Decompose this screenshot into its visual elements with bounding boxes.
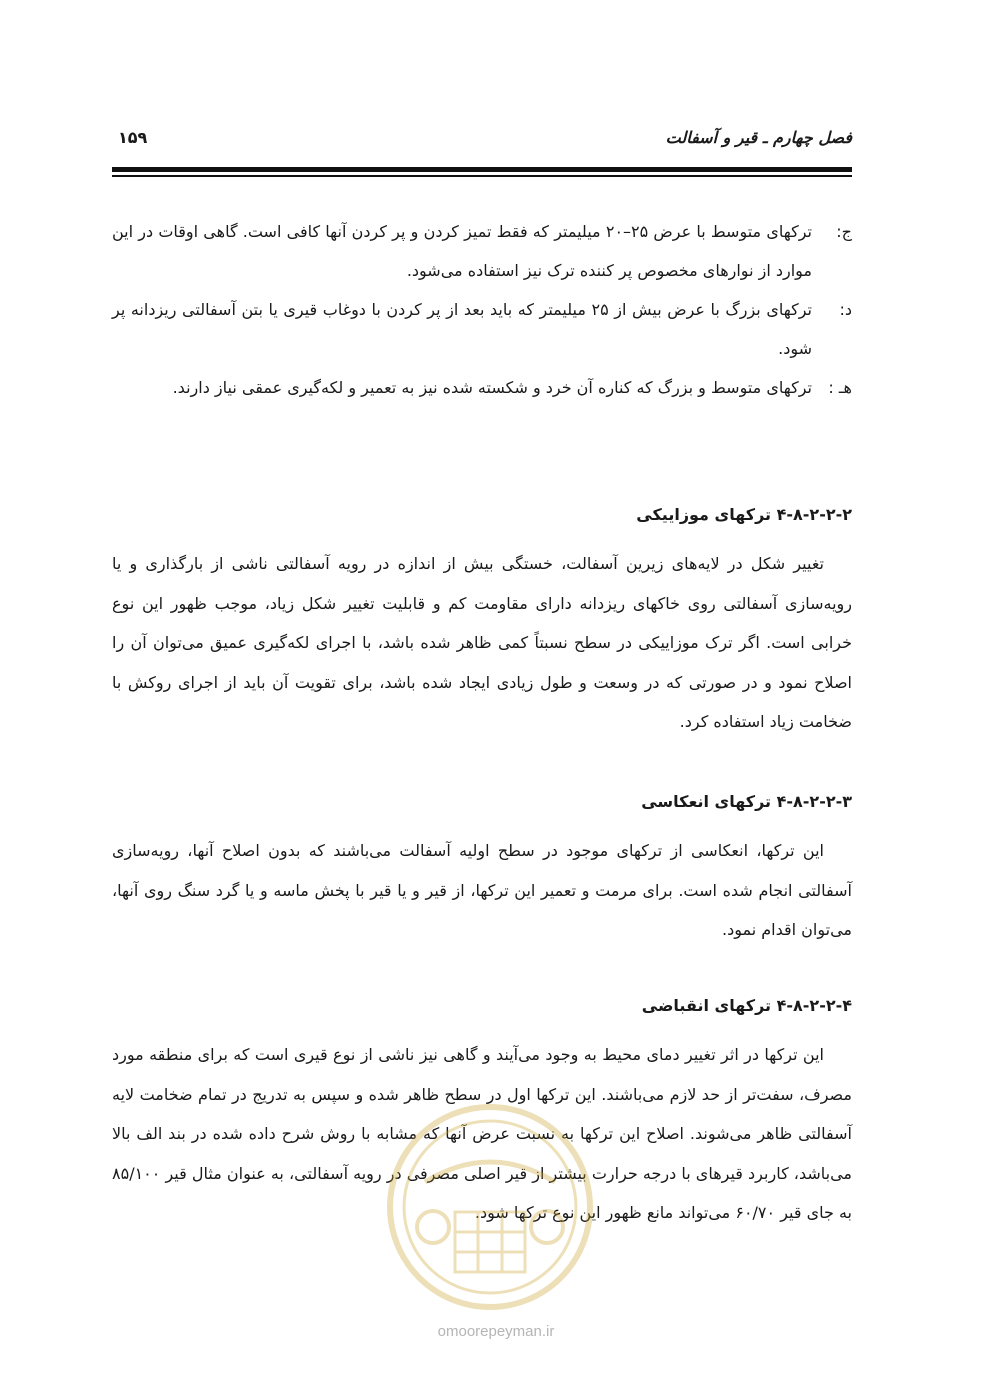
list-item	[112, 368, 852, 407]
list-item-text: ترکهای بزرگ با عرض بیش از ۲۵ میلیمتر که باید بعد از پر کردن با دوغاب قیری یا بتن آسفالتی ریزدانه پر شود.	[112, 300, 812, 358]
section-heading-shrinkage-cracks: ۴-۸-۲-۲-۴ ترکهای انقباضی	[641, 996, 852, 1015]
section-body-mosaic-cracks: تغییر شکل در لایه‌های زیرین آسفالت، خستگی بیش از اندازه در رویه آسفالتی ناشی از بارگذاری و یا رویه‌سازی آسفالتی روی خاکهای ریزدانه دارای مقاومت کم و قابلیت تغییر شکل زیاد، موجب ظهور این نوع خرابی است. اگر ترک موزاییکی در سطح نسبتاً کمی ظاهر شده باشد، با اجرای لکه‌گیری عمیق می‌توان آن را اصلاح نمود و در صورتی که در وسعت و طول زیادی ایجاد شده باشد، برای تقویت آن باید از اجرای روکش با ضخامت زیاد استفاده کرد.	[112, 554, 852, 732]
section-heading-mosaic-cracks: ۴-۸-۲-۲-۲ ترکهای موزاییکی	[636, 505, 852, 524]
header-rule-thick	[112, 167, 852, 172]
page-number: ۱۵۹	[118, 128, 148, 147]
chapter-title: فصل چهارم ـ قیر و آسفالت	[665, 128, 852, 147]
section-body-reflective-cracks: این ترکها، انعکاسی از ترکهای موجود در سطح اولیه آسفالت می‌باشند که بدون اصلاح آنها، رویه‌سازی آسفالتی انجام شده است. برای مرمت و تعمیر این ترکها، از قیر و یا قیر با پخش ماسه و یا گرد سنگ روی آنها، می‌توان اقدام نمود.	[112, 841, 852, 940]
crack-type-list	[112, 212, 852, 407]
list-marker: هـ :	[828, 378, 852, 397]
watermark-site-url: omoorepeyman.ir	[437, 1323, 555, 1340]
list-marker: ج:	[836, 222, 852, 241]
section-heading-reflective-cracks: ۴-۸-۲-۲-۳ ترکهای انعکاسی	[641, 792, 852, 811]
list-item-text: ترکهای متوسط با عرض ۲۵–۲۰ میلیمتر که فقط تمیز کردن و پر کردن آنها کافی است. گاهی اوقات در این موارد از نوارهای مخصوص پر کننده ترک نیز استفاده می‌شود.	[112, 222, 813, 280]
header-rule-thin	[112, 175, 852, 177]
list-marker: د:	[839, 300, 852, 319]
section-body-shrinkage-cracks: این ترکها در اثر تغییر دمای محیط به وجود می‌آیند و گاهی نیز ناشی از نوع قیری است که برای منطقه مورد مصرف، سفت‌تر از حد لازم می‌باشند. این ترکها اول در سطح ظاهر شده و سپس به تدریج در تمام ضخامت لایه آسفالتی ظاهر می‌شوند. اصلاح این ترکها به نسبت عرض آنها که مشابه با روش شرح داده شده در بند الف بالا می‌باشد، کاربرد قیرهای با درجه حرارت بیشتر از قیر اصلی مصرفی در رویه آسفالتی، به عنوان مثال قیر ۸۵/۱۰۰ به جای قیر ۶۰/۷۰ می‌تواند مانع ظهور این نوع ترکها شود.	[112, 1045, 852, 1223]
list-item-text: ترکهای متوسط و بزرگ که کناره آن خرد و شکسته شده نیز به تعمیر و لکه‌گیری عمقی نیاز دارند.	[172, 378, 812, 397]
page-header	[118, 128, 852, 162]
list-item	[112, 290, 852, 368]
list-item	[112, 212, 852, 290]
